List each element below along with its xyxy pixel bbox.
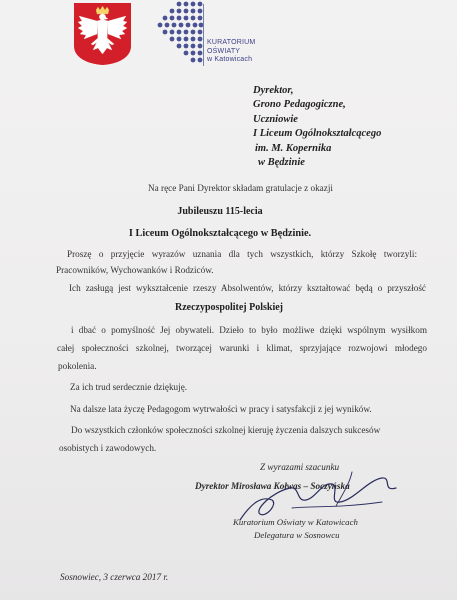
recipient-line: im. M. Kopernika	[255, 142, 332, 154]
paragraph-line: pokolenia.	[58, 361, 97, 371]
stamp-line-2: Delegatura w Sosnowcu	[254, 530, 340, 540]
paragraph-line: Proszę o przyjęcie wyrazów uznania dla tych wszystkich, którzy Szkołę tworzyli:	[67, 249, 417, 259]
date-line: Sosnowiec, 3 czerwca 2017 r.	[60, 572, 169, 582]
kuratorium-logo-icon	[157, 0, 205, 66]
kuratorium-name	[207, 39, 287, 65]
polish-eagle-emblem-icon	[73, 2, 132, 66]
paragraph-line: Do wszystkich członków społeczności szkolnej kieruję życzenia dalszych sukcesów	[71, 425, 381, 435]
paragraph-line: i dbać o pomyślność Jej obywateli. Dzieło to było możliwe dzięki wspólnym wysiłkom	[71, 325, 427, 335]
signatory-name: Dyrektor Mirosława Kołwas – Soczyńska	[195, 481, 350, 491]
recipient-block	[253, 84, 453, 170]
kuratorium-line: OŚWIATY	[207, 47, 241, 55]
recipient-line: Uczniowie	[253, 113, 298, 125]
regards-line: Z wyrazami szacunku	[260, 462, 340, 472]
paragraph-line: osobistych i zawodowych.	[59, 443, 157, 453]
stamp-line-1: Kuratorium Oświaty w Katowicach	[233, 517, 358, 527]
recipient-line: I Liceum Ogólnokształcącego	[253, 128, 382, 140]
recipient-line: w Będzinie	[258, 157, 305, 169]
school-heading: I Liceum Ogólnokształcącego w Będzinie.	[128, 228, 312, 239]
kuratorium-line: w Katowicach	[207, 56, 253, 63]
intro-line: Na ręce Pani Dyrektor składam gratulacje z okazji	[148, 183, 333, 193]
paragraph-line: Pracowników, Wychowanków i Rodziców.	[56, 265, 214, 275]
paragraph-line: Ich zasługą jest wykształcenie rzeszy Absolwentów, którzy kształtować będą o przyszłość	[69, 283, 426, 293]
thanks-line: Za ich trud serdecznie dziękuję.	[70, 382, 188, 392]
logo-divider	[203, 4, 204, 66]
jubilee-heading: Jubileuszu 115-lecia	[177, 206, 263, 217]
recipient-line: Grono Pedagogiczne,	[253, 99, 346, 111]
wishes-line: Na dalsze lata życzę Pedagogom wytrwałości w pracy i satysfakcji z jej wyników.	[70, 404, 372, 414]
republic-heading: Rzeczypospolitej Polskiej	[174, 302, 284, 313]
paragraph-line: całej społeczności szkolnej, tworzącej warunki i klimat, sprzyjające rozwojowi młodego	[57, 343, 427, 353]
kuratorium-line: KURATORIUM	[207, 39, 256, 46]
recipient-line: Dyrektor,	[253, 85, 294, 96]
